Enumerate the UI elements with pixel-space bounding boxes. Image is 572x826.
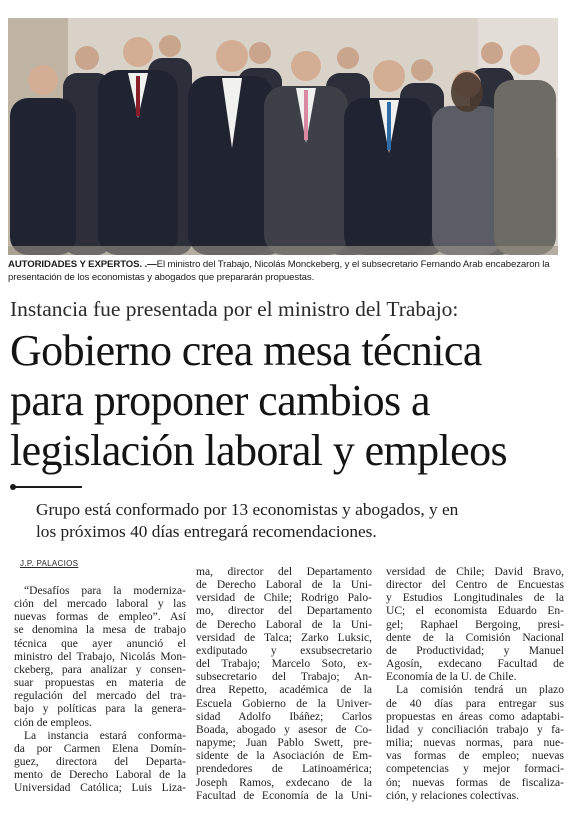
article-line: Joseph Ramos, exdecano de la: [196, 776, 372, 789]
subhead-line-2: los próximos 40 días entregará recomendaciones.: [36, 522, 377, 541]
article-column-2: [196, 566, 372, 803]
article-line: mento de Derecho Laboral de la: [14, 769, 186, 782]
article-line: director del Centro de Encuestas: [386, 579, 564, 592]
article-line: Boada, abogado y asesor de Co-: [196, 723, 372, 736]
article-line: propuestas en áreas como adaptabi-: [386, 710, 564, 723]
article-line: Economía de la U. de Chile.: [386, 671, 517, 684]
article-line: versidad de Chile; David Bravo,: [386, 566, 564, 578]
article-line: milia; nuevas normas, para nue-: [386, 737, 564, 750]
article-line: “Desafíos para la moderniza-: [24, 585, 186, 597]
article-line: Escuela Gobierno de la Univer-: [196, 697, 372, 710]
headline-line-2: para proponer cambios a: [10, 376, 430, 425]
subheadline: [36, 499, 566, 543]
article-line: de Productividad; y Manuel: [386, 644, 564, 657]
article-line: UC; el economista Eduardo En-: [386, 605, 564, 618]
kicker: Instancia fue presentada por el ministro del Trabajo:: [10, 297, 459, 321]
article-line: ckeberg, para analizar y consen-: [14, 663, 186, 676]
headline-line-3: legislación laboral y empleos: [10, 426, 508, 475]
article-line: lidad y conciliación trabajo y fa-: [386, 723, 564, 736]
article-line: y Estudios Longitudinales de la: [386, 592, 564, 605]
article-line: versidad de Chile; Rodrigo Palo-: [196, 592, 372, 605]
article-line: gel; Raphael Bergoing, presi-: [386, 618, 564, 631]
article-line: La instancia estará conforma-: [24, 729, 186, 742]
article-line: ción del mercado laboral y las: [14, 598, 186, 611]
article-line: Facultad de Economía de la Uni-: [196, 789, 372, 802]
article-line: de Derecho Laboral de la Uni-: [196, 618, 372, 631]
byline: J.P. PALACIOS: [20, 559, 79, 568]
article-line: regulación del mercado del tra-: [14, 690, 186, 703]
article-line: vas formas de empleo; nuevas: [386, 750, 564, 763]
article-line: ón; nuevas formas de fiscaliza-: [386, 776, 564, 789]
article-line: ma, director del Departamento: [196, 566, 372, 578]
article-column-3: [386, 566, 564, 803]
article-line: ción de empleos.: [14, 716, 92, 729]
article-line: napyme; Juan Pablo Swett, pre-: [196, 737, 372, 750]
article-line: suar propuestas en materia de: [14, 677, 186, 690]
article-line: se denomina la mesa de trabajo: [14, 624, 186, 637]
article-line: ción, y relaciones colectivas.: [386, 789, 520, 802]
article-line: sidente de la Asociación de Em-: [196, 750, 372, 763]
headline: [10, 326, 566, 476]
article-line: competencias y mejor formaci-: [386, 763, 564, 776]
subhead-line-1: Grupo está conformado por 13 economistas y abogados, y en: [36, 500, 459, 519]
article-line: del Trabajo; Marcelo Soto, ex-: [196, 658, 372, 671]
article-line: nuevas formas de empleo”. Así: [14, 611, 186, 624]
article-line: de Derecho Laboral de la Uni-: [196, 579, 372, 592]
group-photo: [8, 18, 558, 255]
article-line: Agosín, exdecano Facultad de: [386, 658, 564, 671]
caption-lead: AUTORIDADES Y EXPERTOS. .—: [8, 259, 157, 270]
caption-text: El ministro del Trabajo, Nicolás Monckeberg, y el subsecretario Fernando Arab encabezaron la presentación de los economistas y abogados que prepararán propuestas.: [8, 259, 550, 283]
article-column-1: [14, 585, 186, 796]
article-line: guez, directora del Departa-: [14, 756, 186, 769]
article-line: bajo y políticas para la genera-: [14, 703, 186, 716]
article-line: técnica que ayer anunció el: [14, 637, 186, 650]
article-line: sidad Adolfo Ibáñez; Carlos: [196, 710, 372, 723]
article-line: da por Carmen Elena Domín-: [14, 742, 186, 755]
article-line: de 40 días para entregar sus: [386, 697, 564, 710]
article-line: subsecretario del Trabajo; An-: [196, 671, 372, 684]
article-line: dente de la Comisión Nacional: [386, 631, 564, 644]
article-line: drea Repetto, académica de la: [196, 684, 372, 697]
article-line: mo, director del Departamento: [196, 605, 372, 618]
divider-line: [14, 486, 82, 488]
article-line: prendedores de Latinoamérica;: [196, 763, 372, 776]
article-line: ministro del Trabajo, Nicolás Mon-: [14, 650, 186, 663]
headline-line-1: Gobierno crea mesa técnica: [10, 326, 482, 375]
article-line: La comisión tendrá un plazo: [396, 684, 564, 697]
article-line: exdiputado y exsubsecretario: [196, 644, 372, 657]
photo-caption: [8, 258, 564, 284]
photo-people-illustration: [8, 18, 558, 255]
article-line: versidad de Talca; Zarko Luksic,: [196, 631, 372, 644]
article-line: Universidad Católica; Luis Liza-: [14, 782, 186, 795]
